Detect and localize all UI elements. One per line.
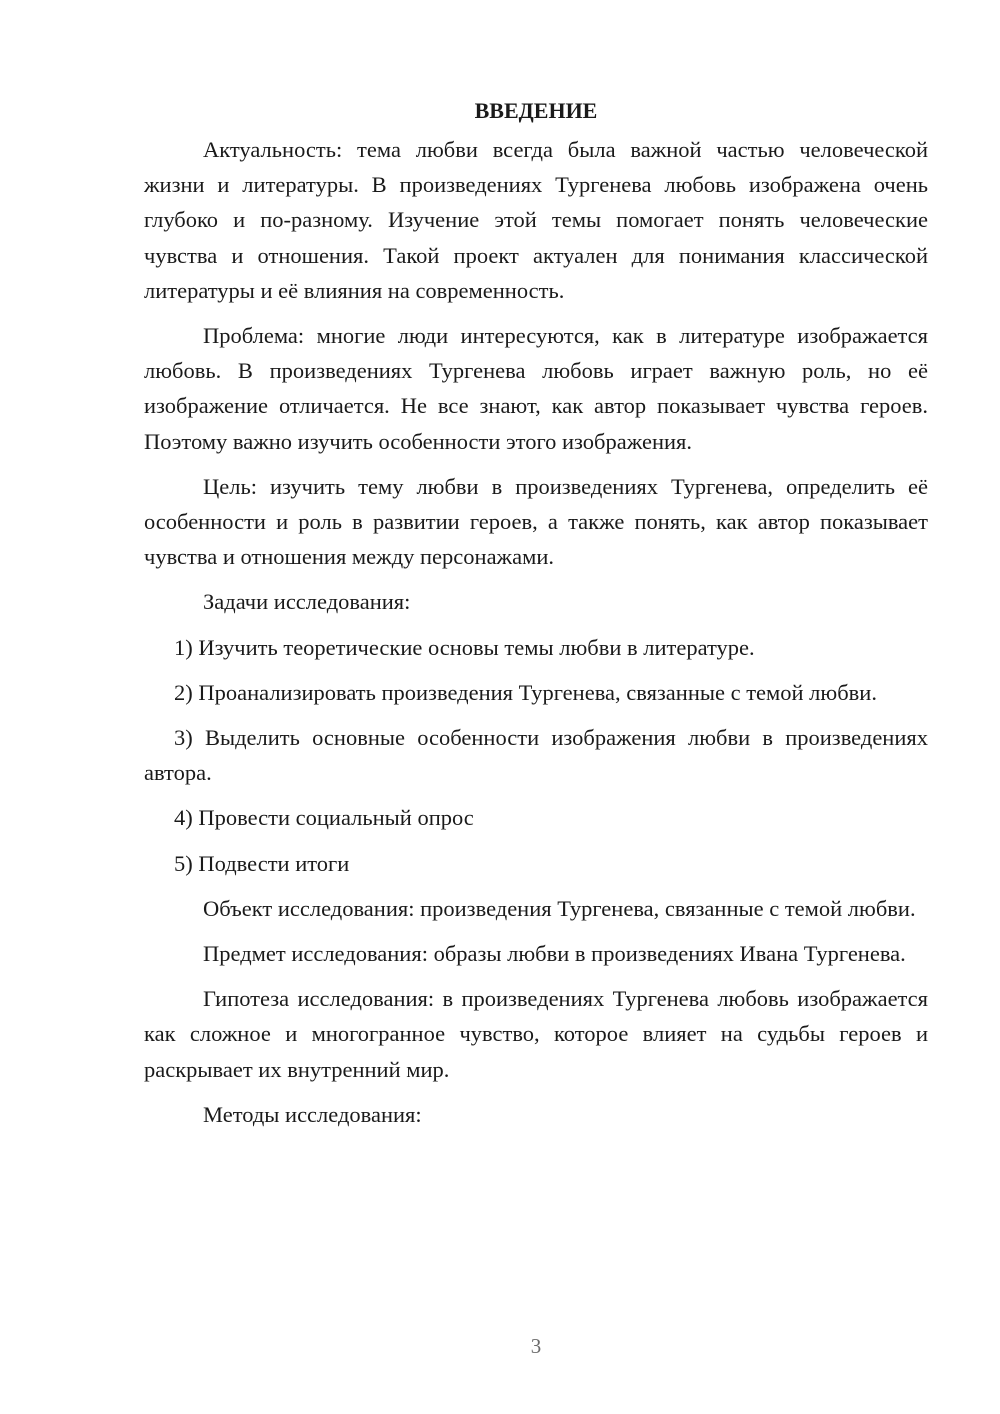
paragraph-problem: Проблема: многие люди интересуются, как в литературе изображается любовь. В произведениях Тургенева любовь играет важную роль, но её изображение отличается. Не все знают, как автор показывает чувства героев. Поэтому важно изучить особенности этого изображения.: [144, 323, 928, 454]
task-item-4: 4) Провести социальный опрос: [174, 805, 474, 831]
section-title: ВВЕДЕНИЕ: [474, 98, 598, 123]
task-item-3: 3) Выделить основные особенности изображения любви в произведениях автора.: [144, 725, 928, 786]
paragraph-goal: Цель: изучить тему любви в произведениях Тургенева, определить её особенности и роль в развитии героев, а также понять, как автор показывает чувства и отношения между персонажами.: [144, 473, 928, 570]
document-page: [144, 96, 928, 1132]
paragraph-methods: Методы исследования:: [203, 1101, 422, 1127]
paragraph-hypothesis: Гипотеза исследования: в произведениях Тургенева любовь изображается как сложное и многогранное чувство, которое влияет на судьбы героев и раскрывает их внутренний мир.: [144, 986, 928, 1082]
task-item-2: 2) Проанализировать произведения Тургенева, связанные с темой любви.: [174, 679, 877, 705]
paragraph-object: Объект исследования: произведения Тургенева, связанные с темой любви.: [203, 895, 916, 921]
task-item-5: 5) Подвести итоги: [174, 850, 350, 876]
page-number: 3: [530, 1334, 542, 1358]
paragraph-subject: Предмет исследования: образы любви в произведениях Ивана Тургенева.: [203, 941, 906, 967]
task-item-1: 1) Изучить теоретические основы темы любви в литературе.: [174, 634, 755, 660]
paragraph-tasks-heading: Задачи исследования:: [203, 589, 411, 615]
paragraph-relevance: Актуальность: тема любви всегда была важной частью человеческой жизни и литературы. В произведениях Тургенева любовь изображена очень глубоко и по-разному. Изучение этой темы помогает понять человеческие чувства и отношения. Такой проект актуален для понимания классической литературы и её влияния на современность.: [144, 137, 928, 303]
